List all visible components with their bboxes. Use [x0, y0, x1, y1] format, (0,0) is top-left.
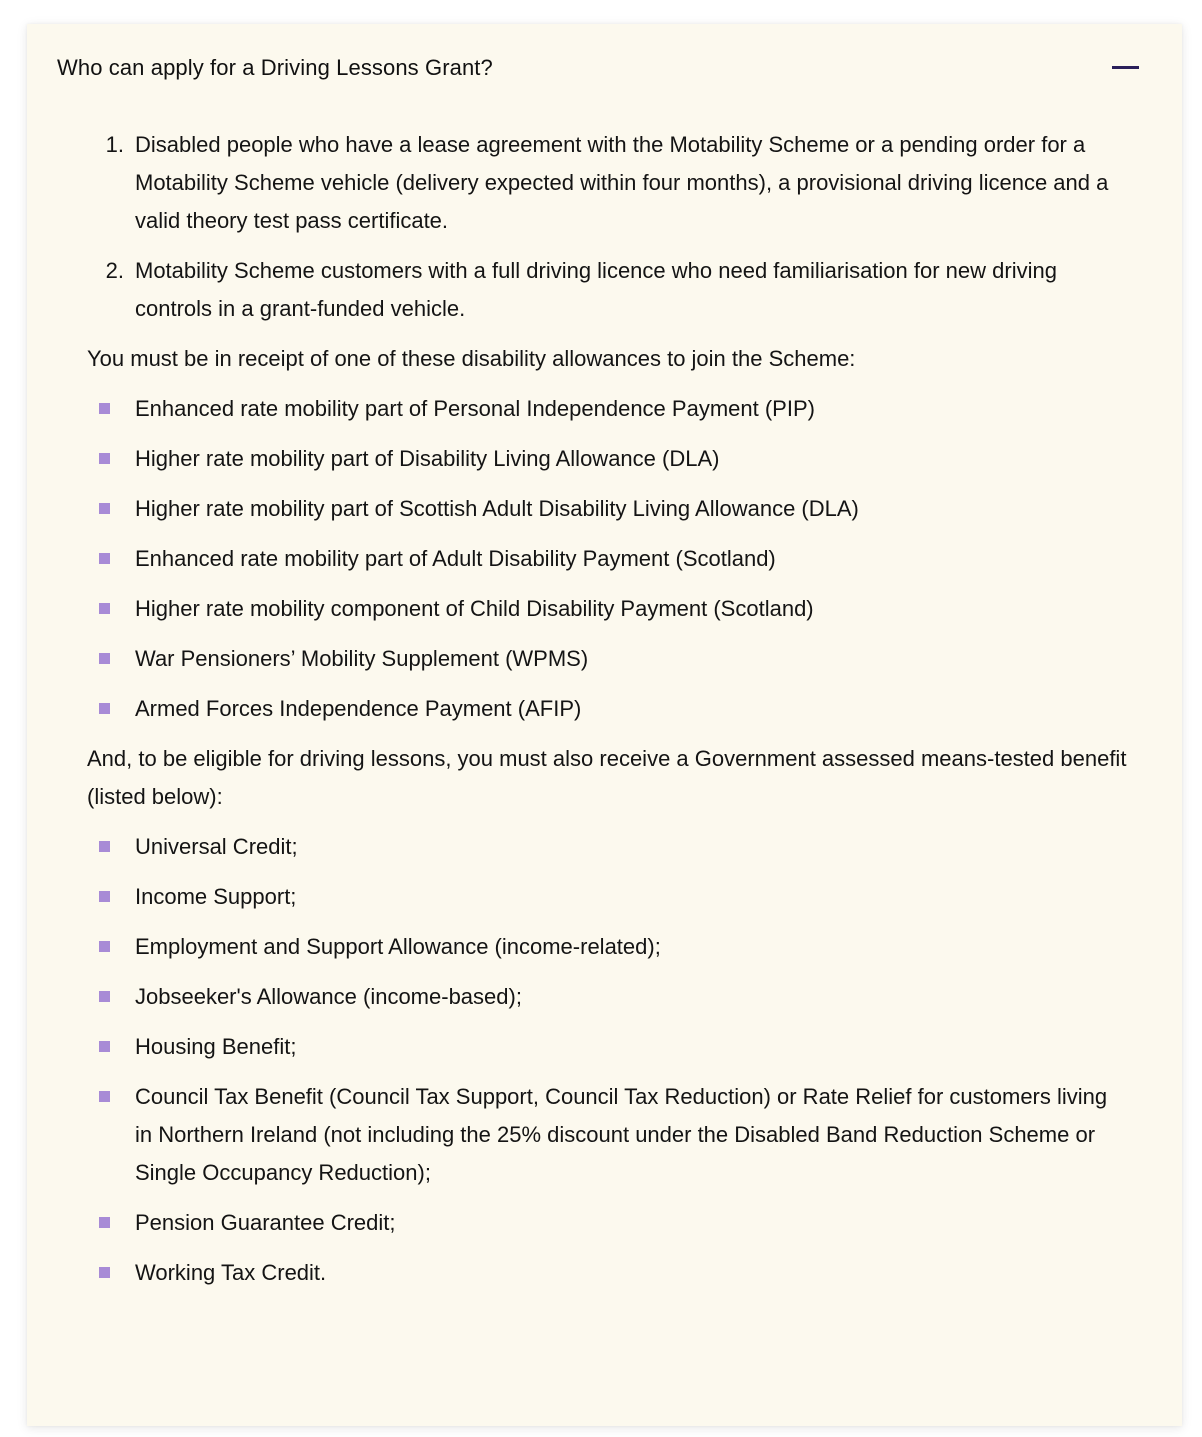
accordion-panel: [27, 24, 1182, 1426]
list-item: [87, 390, 1127, 428]
allowances-intro: You must be in receipt of one of these disability allowances to join the Scheme:: [87, 346, 856, 371]
accordion-title[interactable]: Who can apply for a Driving Lessons Grant?: [57, 55, 493, 80]
list-item: [87, 1028, 1127, 1066]
list-item: [87, 640, 1127, 678]
list-item-text: Income Support;: [135, 884, 297, 909]
list-item-text: Universal Credit;: [135, 834, 298, 859]
square-bullet-icon: [99, 453, 110, 464]
benefits-list: [87, 828, 1127, 1292]
list-item-text: Jobseeker's Allowance (income-based);: [135, 984, 522, 1009]
allowances-list: [87, 390, 1127, 728]
square-bullet-icon: [99, 1041, 110, 1052]
list-item-text: Employment and Support Allowance (income-related);: [135, 934, 661, 959]
eligibility-numbered-list: [87, 126, 1127, 328]
square-bullet-icon: [99, 503, 110, 514]
list-item-text: Higher rate mobility part of Disability Living Allowance (DLA): [135, 446, 720, 471]
list-number: 1.: [105, 132, 124, 157]
list-item-text: Council Tax Benefit (Council Tax Support, Council Tax Reduction) or Rate Relief for customers living in Northern Ireland (not including the 25% discount under the Disabled Band Reduction Scheme or Single Occupancy Reduction);: [135, 1084, 1108, 1185]
square-bullet-icon: [99, 703, 110, 714]
benefits-intro: And, to be eligible for driving lessons, you must also receive a Government assessed means-tested benefit (listed below):: [87, 746, 1127, 809]
square-bullet-icon: [99, 841, 110, 852]
list-item: [87, 690, 1127, 728]
list-item-text: Armed Forces Independence Payment (AFIP): [135, 696, 582, 721]
list-item: [87, 928, 1127, 966]
list-item-text: Enhanced rate mobility part of Personal Independence Payment (PIP): [135, 396, 815, 421]
list-item: [87, 1078, 1127, 1192]
square-bullet-icon: [99, 1267, 110, 1278]
square-bullet-icon: [99, 553, 110, 564]
minus-icon: [1112, 66, 1139, 69]
list-item-text: Motability Scheme customers with a full driving licence who need familiarisation for new driving controls in a grant-funded vehicle.: [135, 258, 1057, 321]
list-item-text: Higher rate mobility component of Child Disability Payment (Scotland): [135, 596, 814, 621]
square-bullet-icon: [99, 1217, 110, 1228]
list-item: [87, 878, 1127, 916]
collapse-button[interactable]: [1105, 54, 1149, 82]
list-item-text: War Pensioners’ Mobility Supplement (WPMS): [135, 646, 589, 671]
list-item-text: Working Tax Credit.: [135, 1260, 327, 1285]
list-item: [87, 590, 1127, 628]
square-bullet-icon: [99, 603, 110, 614]
list-item-text: Pension Guarantee Credit;: [135, 1210, 396, 1235]
list-number: 2.: [105, 258, 124, 283]
numbered-list-item: [87, 252, 1127, 328]
accordion-content: [87, 126, 1127, 1304]
square-bullet-icon: [99, 891, 110, 902]
square-bullet-icon: [99, 653, 110, 664]
list-item-text: Disabled people who have a lease agreement with the Motability Scheme or a pending order for a Motability Scheme vehicle (delivery expected within four months), a provisional driving licence and a valid theory test pass certificate.: [135, 132, 1109, 233]
list-item: [87, 978, 1127, 1016]
list-item-text: Housing Benefit;: [135, 1034, 297, 1059]
square-bullet-icon: [99, 1091, 110, 1102]
list-item: [87, 490, 1127, 528]
square-bullet-icon: [99, 403, 110, 414]
list-item: [87, 1254, 1127, 1292]
numbered-list-item: [87, 126, 1127, 240]
list-item: [87, 1204, 1127, 1242]
square-bullet-icon: [99, 941, 110, 952]
list-item: [87, 540, 1127, 578]
list-item: [87, 828, 1127, 866]
accordion-header[interactable]: [27, 24, 1182, 112]
list-item: [87, 440, 1127, 478]
list-item-text: Enhanced rate mobility part of Adult Disability Payment (Scotland): [135, 546, 776, 571]
square-bullet-icon: [99, 991, 110, 1002]
list-item-text: Higher rate mobility part of Scottish Adult Disability Living Allowance (DLA): [135, 496, 859, 521]
